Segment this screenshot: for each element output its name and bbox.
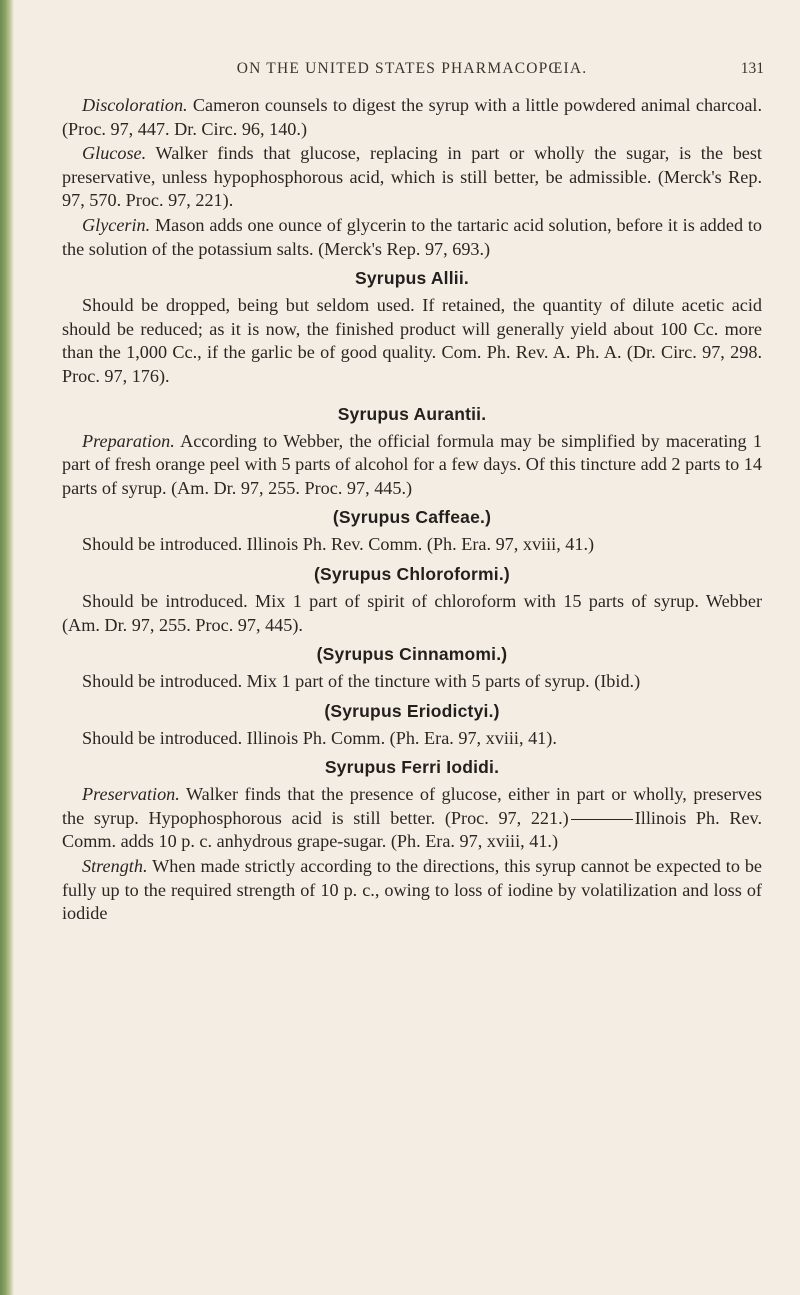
book-binding-edge: [0, 0, 14, 1295]
text-aurantii: According to Webber, the official formula may be simplified by macerating 1 part of fresh orange peel with 5 parts of alcohol for a few days. Of this tincture add 2 parts to 14 parts of syrup. (Am. Dr. 97, 255. Proc. 97, 445.): [62, 430, 762, 498]
heading-syrupus-cinnamomi: (Syrupus Cinnamomi.): [316, 644, 508, 665]
paragraph-ferri-strength: [62, 855, 762, 926]
text-strength: When made strictly according to the directions, this syrup cannot be expected to be fully up to the required strength of 10 p. c., owing to loss of iodine by volatilization and loss of iodide: [62, 856, 762, 924]
subhead-preservation: Preservation.: [82, 784, 180, 805]
text-glycerin: Mason adds one ounce of glycerin to the tartaric acid solution, before it is added to the solution of the potassium salts. (Merck's Rep. 97, 693.): [62, 214, 762, 259]
heading-syrupus-eriodictyi: (Syrupus Eriodictyi.): [324, 700, 500, 721]
page-number: 131: [740, 60, 764, 77]
running-header: [62, 60, 762, 86]
paragraph-allii: Should be dropped, being but seldom used. If retained, the quantity of dilute acetic acid should be reduced; as it is now, the finished product will generally yield about 100 Cc. more than the 1,000 Cc., if the garlic be of good quality. Com. Ph. Rev. A. Ph. A. (Dr. Circ. 97, 298. Proc. 97, 176).: [62, 295, 762, 386]
paragraph-ferri-preservation: [62, 783, 762, 854]
paragraph-cinnamomi: Should be introduced. Mix 1 part of the tincture with 5 parts of syrup. (Ibid.): [82, 671, 641, 692]
paragraph-aurantii: [62, 430, 762, 501]
paragraph-glucose: [62, 142, 762, 213]
text-preservation-a: Walker finds that the presence of glucose, either in part or wholly, preserves the syrup. Hypophosphorous acid is still better. (Proc. 97, 221.): [62, 784, 762, 828]
subhead-glycerin: Glycerin.: [82, 214, 151, 235]
text-glucose: Walker finds that glucose, replacing in part or wholly the sugar, is the best preservative, unless hypophosphorous acid, which is still better, be admissible. (Merck's Rep. 97, 570. Proc. 97, 221).: [62, 143, 762, 211]
em-dash-rule: [571, 819, 633, 820]
subhead-glucose: Glucose.: [82, 143, 147, 164]
paragraph-caffeae: Should be introduced. Illinois Ph. Rev. Comm. (Ph. Era. 97, xviii, 41.): [82, 534, 595, 555]
heading-syrupus-allii: Syrupus Allii.: [355, 268, 469, 289]
paragraph-discoloration: [62, 94, 762, 141]
paragraph-glycerin: [62, 214, 762, 261]
subhead-preparation: Preparation.: [82, 430, 175, 451]
paragraph-chloroformi: Should be introduced. Mix 1 part of spirit of chloroform with 15 parts of syrup. Webber (Am. Dr. 97, 255. Proc. 97, 445).: [62, 590, 762, 635]
paragraph-eriodictyi: Should be introduced. Illinois Ph. Comm. (Ph. Era. 97, xviii, 41).: [82, 727, 557, 748]
running-header-title: ON THE UNITED STATES PHARMACOPŒIA.: [236, 60, 588, 77]
text-discoloration: Cameron counsels to digest the syrup with a little powdered animal charcoal. (Proc. 97, 447. Dr. Circ. 96, 140.): [62, 95, 762, 139]
book-page: [62, 60, 762, 926]
subhead-discoloration: Discoloration.: [82, 95, 188, 115]
text-preservation-b: Illinois Ph. Rev. Comm. adds 10 p. c. anhydrous grape-sugar. (Ph. Era. 97, xviii, 41.): [62, 807, 763, 852]
heading-syrupus-caffeae: (Syrupus Caffeae.): [332, 507, 492, 528]
page-body: [62, 94, 762, 926]
heading-syrupus-ferri-iodidi: Syrupus Ferri Iodidi.: [324, 757, 500, 778]
subhead-strength: Strength.: [82, 856, 148, 877]
heading-syrupus-chloroformi: (Syrupus Chloroformi.): [314, 563, 510, 584]
heading-syrupus-aurantii: Syrupus Aurantii.: [337, 403, 487, 424]
